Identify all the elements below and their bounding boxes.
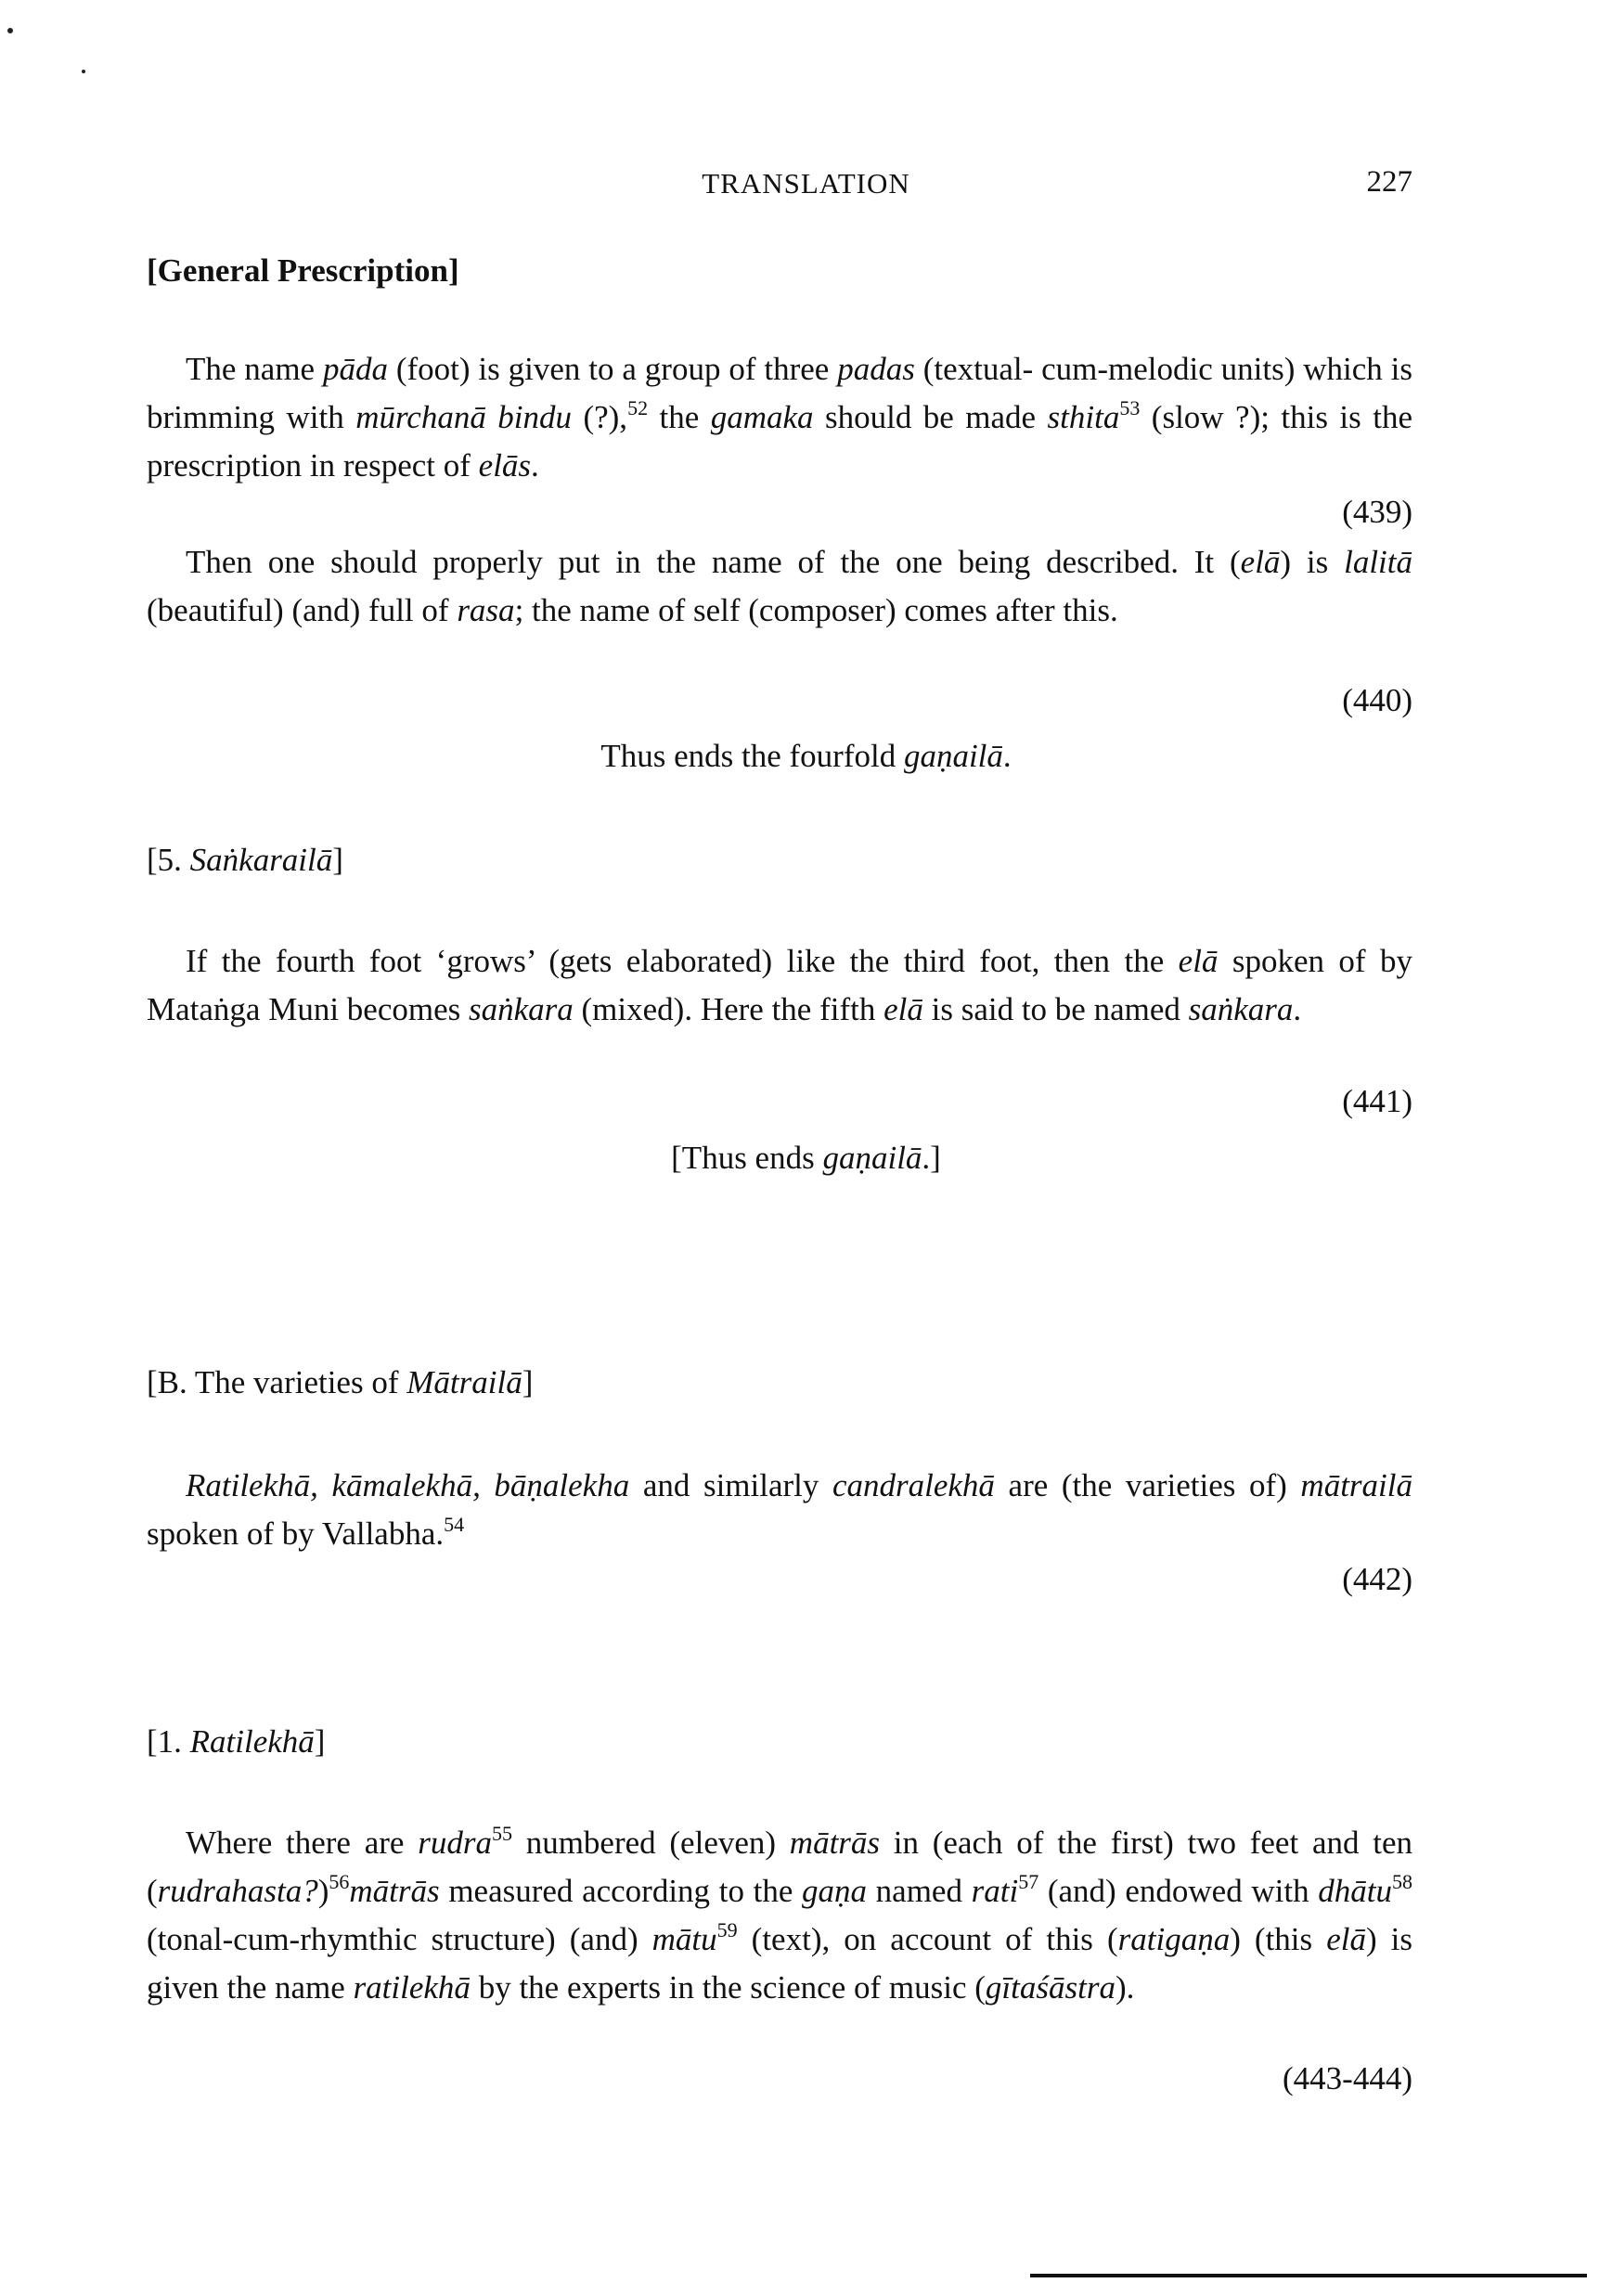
footnote-ref: 58	[1391, 1870, 1412, 1893]
verse-number: (439)	[1342, 494, 1412, 530]
verse-number: (441)	[1342, 1083, 1412, 1119]
section-heading-varieties: [B. The varieties of Mātrailā]	[147, 1364, 534, 1400]
section-heading-sankaraila: [5. Saṅkarailā]	[147, 842, 343, 878]
paragraph-443-444: Where there are rudra$^{55}$ numbered (eleven) mātrās in (each of the first) two feet and ten (rudrahasta?)$^{56}$mātrās measured according to the gaṇa named rati$^{57}$ (and) endowed with dhātu$^{58}$ (tonal-cum-rhymthic structure) (and) mātu$^{59}$ (text), on account of this (ratigaṇa) (this elā) is given the name ratilekhā by the experts in the science of music (gītaśāstra).	[147, 1822, 1412, 2006]
section-end-line: Thus ends the fourfold gaṇailā.	[600, 738, 1012, 774]
footnote-ref: 53	[1119, 396, 1141, 419]
section-heading-general: [General Prescription]	[147, 252, 459, 289]
paragraph-440: Then one should properly put in the name of the one being described. It (elā) is lalitā (beautiful) (and) full of rasa; the name of self (composer) comes after this.	[147, 544, 1412, 628]
verse-number: (442)	[1342, 1561, 1412, 1597]
section-end-line: [Thus ends gaṇailā.]	[671, 1140, 941, 1176]
footnote-ref: 52	[627, 396, 649, 419]
footnote-ref: 54	[444, 1513, 465, 1536]
bottom-rule	[1030, 2274, 1587, 2277]
paragraph-441: If the fourth foot ‘grows’ (gets elaborated) like the third foot, then the elā spoken of by Mataṅga Muni becomes saṅkara (mixed). Here the fifth elā is said to be named saṅkara.	[147, 943, 1412, 1027]
scan-mark	[82, 70, 85, 73]
footnote-ref: 57	[1018, 1870, 1039, 1893]
running-title: TRANSLATION	[702, 167, 910, 200]
paragraph-439: The name pāda (foot) is given to a group of three padas (textual- cum-melodic units) which is brimming with mūrchanā bindu (?),$^{52}$ the gamaka should be made sthita$^{53}$ (slow ?); this is the prescription in respect of elās.	[147, 351, 1413, 484]
verse-number: (443-444)	[1283, 2060, 1412, 2096]
footnote-ref: 55	[491, 1822, 512, 1845]
footnote-ref: 56	[329, 1870, 350, 1893]
footnote-ref: 59	[716, 1918, 738, 1941]
page-number: 227	[1366, 165, 1412, 199]
paragraph-442: Ratilekhā, kāmalekhā, bāṇalekha and similarly candralekhā are (the varieties of) mātrailā spoken of by Vallabha.$^{54}$	[147, 1467, 1412, 1552]
scan-mark	[7, 28, 13, 33]
section-heading-ratilekha: [1. Ratilekhā]	[147, 1723, 326, 1760]
verse-number: (440)	[1342, 682, 1412, 718]
